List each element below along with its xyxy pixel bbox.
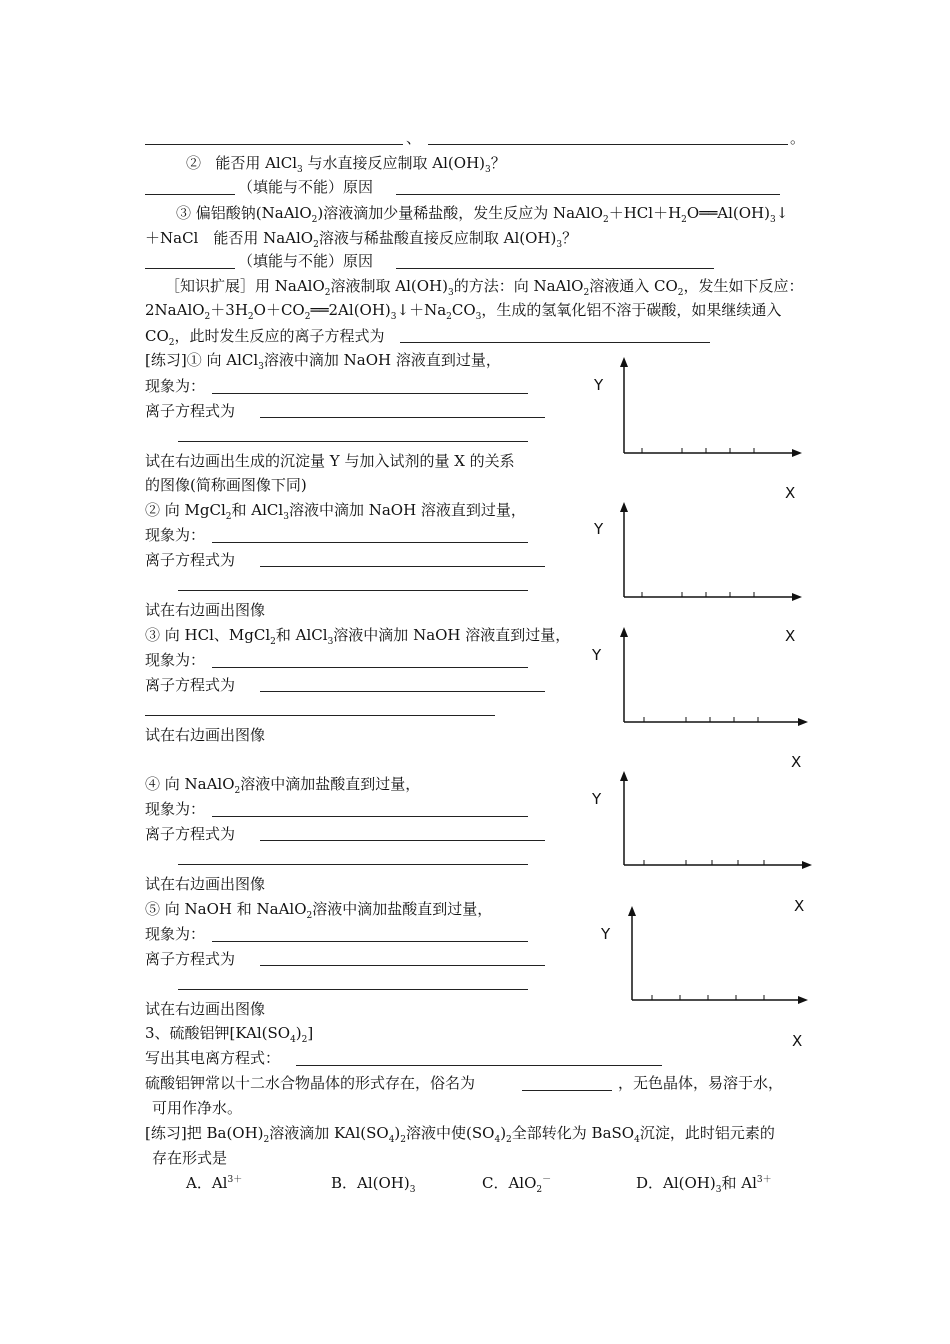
blank-graph-1[interactable] — [614, 355, 806, 459]
equation-label: 离子方程式为 — [145, 950, 236, 968]
x-axis-arrow — [792, 449, 802, 457]
practice-3-title: ③ 向 HCl、MgCl$_2$和 AlCl$_3$溶液中滴加 NaOH 溶液直到过量， — [145, 626, 571, 647]
exercise-line1: [练习]把 $Ba(OH)_2$溶液滴加 $KAl(SO_4)_2$溶液中使$(SO_4)_2$全部转化为 BaSO$_4$沉淀，此时铝元素的 — [145, 1124, 775, 1145]
blank-graph-2[interactable] — [614, 500, 806, 604]
common-name-text-tail: ，无色晶体，易溶于水， — [618, 1074, 784, 1092]
section-3-title: 3、硫酸铝钾$[KAl(SO_4)_2]$ — [145, 1024, 314, 1045]
equation-blank[interactable] — [178, 864, 528, 865]
fill-hint: （填能与不能）原因 — [238, 178, 374, 196]
question-3-line1: ③ 偏铝酸钠(NaAlO$_2$)溶液滴加少量稀盐酸，发生反应为 $NaAlO_2+HCl+H_2O══Al(OH)_3↓$ — [176, 204, 789, 225]
draw-instruction: 试在右边画出图像 — [145, 601, 266, 619]
x-axis-label: X — [792, 1032, 803, 1050]
phenomenon-blank[interactable] — [212, 816, 528, 817]
exercise-line2: 存在形式是 — [152, 1149, 228, 1167]
y-axis-label: Y — [594, 520, 604, 538]
question-3-line2: ＋NaCl 能否用 NaAlO$_2$溶液与稀盐酸直接反应制取 $Al(OH)_3$？ — [145, 229, 578, 250]
x-axis-label: X — [791, 753, 802, 771]
x-axis-arrow — [802, 861, 812, 869]
option-b[interactable]: B．$Al(OH)_3$ — [331, 1174, 416, 1195]
ionization-label: 写出其电离方程式： — [145, 1049, 281, 1067]
draw-instruction: 试在右边画出生成的沉淀量 Y 与加入试剂的量 X 的关系 — [145, 452, 515, 470]
option-c[interactable]: C．AlO$_2$－ — [482, 1174, 552, 1195]
option-a[interactable]: A．$Al^{3+}$ — [186, 1174, 243, 1192]
phenomenon-label: 现象为： — [145, 526, 206, 544]
draw-instruction: 试在右边画出图像 — [145, 726, 266, 744]
equation-blank[interactable] — [260, 965, 545, 966]
reason-blank[interactable] — [396, 268, 714, 269]
knowledge-extension-line1: ［知识扩展］用 NaAlO$_2$溶液制取 $Al(OH)_3$的方法：向 NaAlO$_2$溶液通入 $CO_2$，发生如下反应： — [165, 277, 804, 298]
phenomenon-label: 现象为： — [145, 651, 206, 669]
phenomenon-label: 现象为： — [145, 377, 206, 395]
practice-1-title: [练习]① 向 AlCl$_3$溶液中滴加 NaOH 溶液直到过量， — [145, 351, 501, 372]
blank-graph-4[interactable] — [614, 769, 816, 873]
y-axis-label: Y — [601, 925, 611, 943]
answer-blank[interactable] — [145, 268, 235, 269]
equation-blank[interactable] — [145, 715, 495, 716]
draw-instruction: 的图像(简称画图像下同) — [145, 476, 307, 494]
separator-mark: 、 — [406, 129, 422, 147]
x-axis-label: X — [785, 484, 796, 502]
knowledge-extension-line3: $CO_2$，此时发生反应的离子方程式为 — [145, 327, 385, 348]
phenomenon-blank[interactable] — [212, 941, 528, 942]
draw-instruction: 试在右边画出图像 — [145, 875, 266, 893]
x-axis-label: X — [794, 897, 805, 915]
equation-blank[interactable] — [178, 441, 528, 442]
y-axis-label: Y — [594, 376, 604, 394]
x-axis-arrow — [798, 718, 808, 726]
fill-hint: （填能与不能）原因 — [238, 252, 374, 270]
equation-blank[interactable] — [260, 691, 545, 692]
draw-instruction: 试在右边画出图像 — [145, 1000, 266, 1018]
phenomenon-blank[interactable] — [212, 667, 528, 668]
x-axis-label: X — [785, 627, 796, 645]
answer-blank[interactable] — [145, 194, 235, 195]
ionization-blank[interactable] — [296, 1065, 662, 1066]
y-axis-arrow — [620, 627, 628, 637]
practice-4-title: ④ 向 NaAlO$_2$溶液中滴加盐酸直到过量， — [145, 775, 421, 796]
y-axis-arrow — [620, 502, 628, 512]
equation-blank[interactable] — [178, 989, 528, 990]
phenomenon-label: 现象为： — [145, 800, 206, 818]
knowledge-extension-line2: $2NaAlO_2+3H_2O+CO_2══2Al(OH)_3↓+Na_2CO_3$，生成的氢氧化铝不溶于碳酸，如果继续通入 — [145, 301, 782, 322]
equation-label: 离子方程式为 — [145, 402, 236, 420]
equation-label: 离子方程式为 — [145, 676, 236, 694]
practice-2-title: ② 向 MgCl$_2$和 AlCl$_3$溶液中滴加 NaOH 溶液直到过量， — [145, 501, 526, 522]
blank-graph-5[interactable] — [622, 904, 814, 1008]
x-axis-arrow — [792, 593, 802, 601]
y-axis-arrow — [620, 357, 628, 367]
equation-blank[interactable] — [178, 590, 528, 591]
phenomenon-blank[interactable] — [212, 542, 528, 543]
phenomenon-blank[interactable] — [212, 393, 528, 394]
reason-blank[interactable] — [396, 194, 780, 195]
answer-blank[interactable] — [145, 144, 403, 145]
common-name-text-line2: 可用作净水。 — [152, 1099, 243, 1117]
equation-blank[interactable] — [260, 566, 545, 567]
y-axis-arrow — [628, 906, 636, 916]
option-d[interactable]: D．$Al(OH)_3$和 $Al^{3+}$ — [636, 1174, 772, 1195]
q2-number: ② — [186, 154, 202, 172]
practice-5-title: ⑤ 向 NaOH 和 NaAlO$_2$溶液中滴加盐酸直到过量， — [145, 900, 493, 921]
answer-blank[interactable] — [428, 144, 788, 145]
equation-blank[interactable] — [260, 840, 545, 841]
common-name-blank[interactable] — [522, 1090, 612, 1091]
y-axis-arrow — [620, 771, 628, 781]
question-2: ② 能否用 AlCl$_3$ 与水直接反应制取 $Al(OH)_3$？ — [186, 154, 506, 175]
equation-label: 离子方程式为 — [145, 551, 236, 569]
y-axis-label: Y — [592, 790, 602, 808]
x-axis-arrow — [798, 996, 808, 1004]
blank-graph-3[interactable] — [614, 625, 812, 729]
common-name-text: 硫酸铝钾常以十二水合物晶体的形式存在，俗名为 — [145, 1074, 476, 1092]
phenomenon-label: 现象为： — [145, 925, 206, 943]
equation-label: 离子方程式为 — [145, 825, 236, 843]
y-axis-label: Y — [592, 646, 602, 664]
equation-blank[interactable] — [260, 417, 545, 418]
period-mark: 。 — [790, 129, 806, 147]
equation-blank[interactable] — [400, 342, 710, 343]
